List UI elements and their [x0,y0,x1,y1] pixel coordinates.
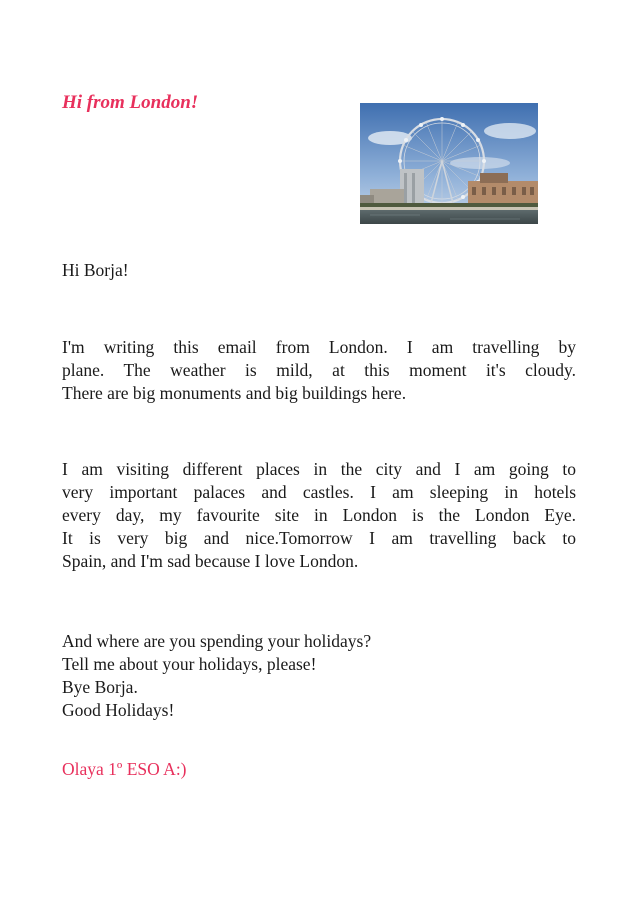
paragraph-line: It is very big and nice.Tomorrow I am travelling back to [62,528,576,548]
signature: Olaya 1º ESO A:) [62,759,187,779]
closing-line: Bye Borja. [62,677,138,697]
page-title: Hi from London! [62,92,199,113]
paragraph-line: I am visiting different places in the city and I am going to [62,459,576,479]
paragraph-line: very important palaces and castles. I am sleeping in hotels [62,482,576,502]
london-eye-photo [360,103,538,224]
paragraph-line: plane. The weather is mild, at this moment it's cloudy. [62,360,576,380]
closing-line: Tell me about your holidays, please! [62,654,317,674]
closing-line: And where are you spending your holidays? [62,631,372,651]
closing-line: Good Holidays! [62,700,175,720]
paragraph-travel [62,336,576,405]
paragraph-line: every day, my favourite site in London is the London Eye. [62,505,576,525]
paragraph-line: I'm writing this email from London. I am travelling by [62,337,576,357]
paragraph-line: There are big monuments and big buildings here. [62,383,407,403]
paragraph-line: Spain, and I'm sad because I love London. [62,551,359,571]
paragraph-visiting [62,458,576,573]
closing-lines [62,630,576,722]
greeting: Hi Borja! [62,260,129,280]
